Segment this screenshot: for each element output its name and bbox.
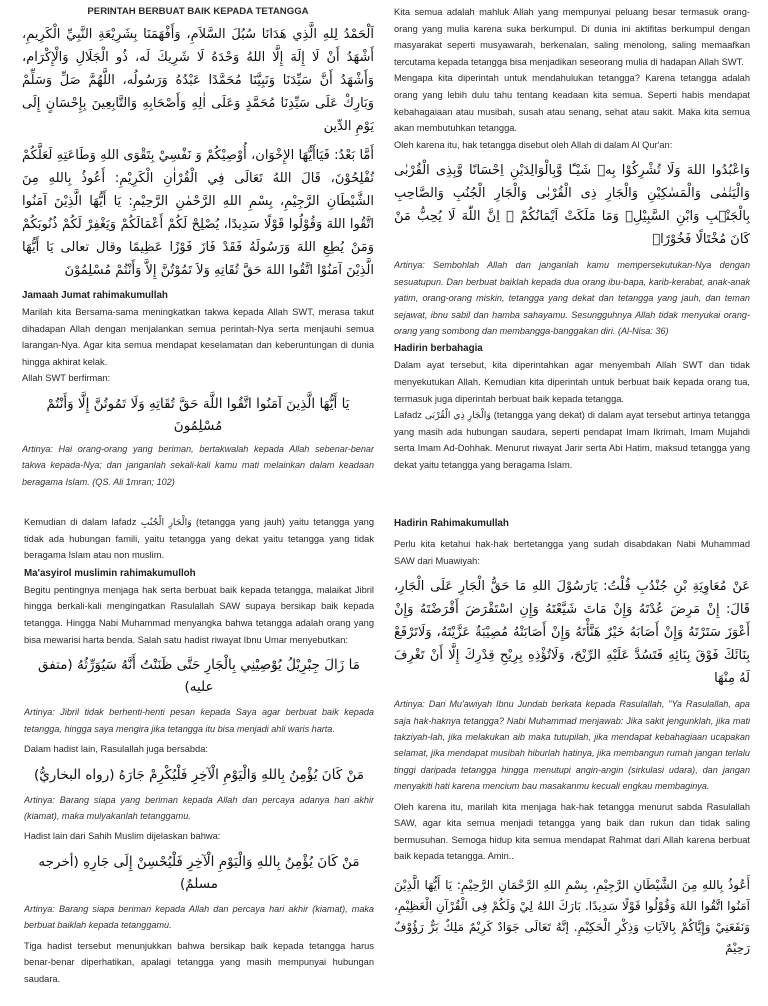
paragraph: Kita semua adalah mahluk Allah yang mempunyai peluang besar termasuk orang-orang yang mulia karena suka berkumpul. Di dunia ini aktifitas berkumpul dengan masyarakat seperti musyawarah, berkenalan, saling menolong, saling memaafkan tercutama kepada tetangga bisa menjadikan seseorang mulia di hadapan Allah SWT. xyxy=(394,7,750,67)
paragraph: Oleh karena itu, marilah kita menjaga hak-hak tetangga menurut sabda Rasulallah SAW, agar kita semua menjadi tetangga yang baik dan rukun dan tidak saling bermusuhan. Semoga hidup kita semua mendapat Rahmat dari Allah karena berbuat baik kepada tetangga. Amin.. xyxy=(394,801,750,862)
page-quadrant-bottom-left xyxy=(24,514,374,1004)
section-heading: Ma'asyirol muslimin rahimakumulloh xyxy=(24,567,196,579)
translation: Artinya: Dari Mu'awiyah Ibnu Jundab berkata kepada Rasulallah, "Ya Rasulallah, apa saja hak-haknya tetangga? Nabi Muhammad menjawab: Jika sakit jengunklah, jika mati takziyah-lah, jika melakukan aib maka tutupilah, jika mendapat kebahagiaan ucapakan selamat, jika mendapat musibah hiburlah hatinya, jika membangun rumah jangan terlalu tinggi daripada tetangga hingga menutupi angin-angin (sirkulasi udara), dan jangan menyakiti hati karena mencium bau masakanmu kecuali engkau membaginya. xyxy=(394,699,750,792)
paragraph: Mengapa kita diperintah untuk mendahulukan tetangga? Karena tetangga adalah orang yang lebih dulu tahu tentang keadaan kita semua. Seperti habis mendapat kebahagaiaan atau musibah, susah atau senang, sehat atau sakit. Maka kita semua akan membutuhkan tetangga. xyxy=(394,73,750,134)
arabic-verse: يَا أَيُّهَا الَّذِينَ آمَنُوا اتَّقُوا اللَّهَ حَقَّ تُقَاتِهِ وَلَا تَمُوتُنَّ إِلَّا وَأَنْتُمْ مُسْلِمُونَ xyxy=(46,395,350,434)
translation: Artinya: Hai orang-orang yang beriman, bertakwalah kepada Allah sebenar-benar takwa kepada-Nya; dan janganlah sekali-kali kamu mati melainkan dalam keadaan beragama Islam. (QS. Ali 1mran; 102) xyxy=(22,443,374,487)
page-quadrant-top-left xyxy=(22,6,374,496)
paragraph: Begitu pentingnya menjaga hak serta berbuat baik kepada tetangga, malaikat Jibril hingga berkali-kali mengingatkan Rasulallah SAW supaya bersikap baik kepada tetangga. Hingga Nabi Muhammad menyangka bahwa tetangga adalah orang yang bisa mewarisi harta benda. Salah satu hadist riwayat Ibnu Umar menyebutkan: xyxy=(24,584,374,645)
arabic-closing-prayer: أَعُوذُ بِاللهِ مِنَ الشَّيْطَانِ الرَّجِيْمِ، بِسْمِ اللهِ الرَّحْمَانِ الرَّحِيْمِ: يَا أَيُّهَا الَّذِيْنَ آمَنُوا اتَّقُوا اللهَ وَقُوْلُوا قَوْلًا سَدِيدًا. بَارَكَ اللهُ لِيْ وَلَكُمْ فِى الْقُرْآنِ الْعَظِيْمِ، وَنَفَعَنِيْ وَإِيَّاكُمْ بِالآيَاتِ وَذِكْرِ الْحَكِيْمِ. إنَّهُ تَعَالَى جَوَادٌ كَرِيْمٌ مَلِكٌ بَرٌّ رَؤُوْفٌ رَحِيْمٌ xyxy=(394,878,750,955)
paragraph: Dalam ayat tersebut, kita diperintahkan agar menyembah Allah SWT dan tidak menyekutukan Allah. Kemudian kita diperintah untuk berbuat baik kepada orang tua, termasuk juga diperintah berbuat baik kepada tetangga. xyxy=(394,360,750,404)
paragraph: Perlu kita ketahui hak-hak bertetangga yang sudah disabdakan Nabi Muhammad SAW dari Muawiyah: xyxy=(394,539,750,566)
arabic-hadith: مَنْ كَانَ يُؤْمِنُ بِاللهِ وَالْيَوْمِ الْآخِرِ فَلْيُكْرِمْ جَارَهُ (رواه البخاريُّ) xyxy=(33,766,365,783)
arabic-hadith-muawiyah: عَنْ مُعَاوِيَةِ بْنِ جُنْدُبِ قُلْتُ: يَارَسُوْلَ اللهِ مَا حَقُّ الْجَارِ عَلَى الْجَارِ، قَالَ: إِنْ مَرِضَ عُدْتَهُ وَإِنْ مَاتَ شَيَّعْتَهُ وَإِنِ اسْتَقْرَضَ أَقْرَضْتَهُ وَإِنْ أَعْوَزَ سَتَرْتَهُ وَإِنْ أَصَابَهُ خَيْرٌ هَنَّأْتَهُ وَإِنْ أَصَابَتْهُ مُصِيْبَةٌ عَزَّيْتَهُ، وَلَاتَرْفَعْ بِنَائَكَ فَوْقَ بِنَائِهِ فَتَسُدَّ عَلَيْهِ الرِّيْحَ، وَلَاتُؤْذِهِ بِرِيْحِ قِدْرِكَ إِلَّا أَنْ تَغْرِفَ لَهُ مِنْهَا xyxy=(394,579,750,687)
paragraph: Tiga hadist tersebut menunjukkan bahwa bersikap baik kepada tetangga harus benar-benar diperhatikan, apalagi tetangga yang masih mempunyai hubungan saudara. xyxy=(24,940,374,984)
arabic-verse-an-nisa: وَاعْبُدُوا اللهَ وَلَا تُشْرِكُوْا بِهٖ شَيْـًٔا وَّبِالْوَالِدَيْنِ اِحْسَانًا وَّبِذِى الْقُرْبٰى وَالْيَتٰمٰى وَالْمَسٰكِيْنِ وَالْجَارِ ذِى الْقُرْبٰى وَالْجَارِ الْجُنُبِ وَالصَّاحِبِ بِالْجَنْۢبِ وَابْنِ السَّبِيْلِۙ وَمَا مَلَكَتْ اَيْمَانُكُمْ ۗ اِنَّ اللّٰهَ لَا يُحِبُّ مَنْ كَانَ مُخْتَالًا فَخُوْرًاۙ xyxy=(394,163,750,248)
paragraph: Kemudian di dalam lafadz وَالْجَارِ الْجُنُبِ (tetangga yang jauh) yaitu tetangga yang tidak ada hubungan famili, yaitu tetangga yang dekat yaitu tetangga yang tidak beragama Islam atau non muslim. xyxy=(24,517,374,561)
paragraph: Dalam hadist lain, Rasulallah juga bersabda: xyxy=(24,743,208,754)
paragraph: Oleh karena itu, hak tetangga disebut oleh Allah di dalam Al Qur'an: xyxy=(394,139,673,150)
translation: Artinya: Sembohlah Allah dan janganlah kamu mempersekutukan-Nya dengan sesuatupun. Dan berbuat baiklah kepada dua orang ibu-bapa, karib-kerabat, anak-anak yatim, orang-orang miskin, tetangga yang dekat dan tetangga yang jauh, dan teman sejawat, ibnu sabil dan hamba sahayamu. Sesungguhnya Allah tidak menyukai orang-orang yang sombong dan membangga-banggakan diri. (Al-Nisa: 36) xyxy=(394,260,750,336)
section-heading: Jamaah Jumat rahimakumullah xyxy=(22,290,168,301)
page-quadrant-top-right xyxy=(394,4,750,498)
arabic-hadith: مَنْ كَانَ يُؤْمِنُ بِاللهِ وَالْيَوْمِ الْآخِرِ فَلْيُحْسِنْ إِلَى جَارِهِ (أخرجه مسلمٌ) xyxy=(38,853,360,892)
page-quadrant-bottom-right xyxy=(394,514,750,1004)
paragraph: Lafadz وَالْجَارِ ذِي الْقُرْبَى (tetangga yang dekat) di dalam ayat tersebut artinya tetangga yang masih ada hubungan saudara, seperti pendapat Imam Ikrimah, Imam Mujahdi serta Imam Ad-Dohhak. Menurut riwayat Jarir serta Abi Hatim, maksud tetangga yang dekat yaitu tetangga yang beragama Islam. xyxy=(394,410,750,470)
paragraph: Marilah kita Bersama-sama meningkatkan takwa kepada Allah SWT, merasa takut dihadapan Allah dengan menjalankan semua perintah-Nya serta menjauhi semua larangan-Nya. Agar kita semua mendapat keselamatan dan keberuntungan di dunia hingga akhirat kelak. xyxy=(22,307,374,367)
section-heading: Hadirin Rahimakumullah xyxy=(394,518,509,529)
translation: Artinya: Jibril tidak berhenti-henti pesan kepada Saya agar berbuat baik kepada tetangga, hingga saya mengira jika tetangga itu bisa menjadi ahli waris harta. xyxy=(24,707,374,734)
arabic-opening-prayer: اَلْحَمْدُ لِلهِ الَّذِي هَدَانَا سُبُلَ السَّلاَمِ، وَأَفْهَمَنَا بِشَرِيْعَةِ النَّبِيِّ الْكَرِيمِ، أَشْهَدُ أَنْ لَا إِلَهَ إِلَّا اللهُ وَحْدَهُ لَا شَرِيكَ لَه، ذُو الْجَلَالِ وَالْإِكْرَام، وَأَشْهَدُ أَنَّ سَيِّدَنَا وَنَبِيَّنَا مُحَمَّدًا عَبْدُهُ وَرَسُولُه، اللَّهُمَّ صَلِّ وَسَلِّمْ وَبَارِكْ عَلَى سَيِّدِنَا مُحَمَّدٍ وَعَلَى اٰلِهِ وَأَصْحَابِهِ وَالتَّابِعِينَ بِإِحْسَانٍ إِلَى يَوْمِ الدِّين xyxy=(22,27,374,134)
arabic-amma-badu: أَمَّا بَعْدُ: فَيَاأَيُّهَا الإِخْوَان، أُوْصِيْكُمْ وَ نَفْسِيْ بِتَقْوَى اللهِ وَطَاعَتِهِ لَعَلَّكُمْ تُفْلِحُوْنَ، قَالَ اللهُ تَعَالَى فِي الْقُرْاٰنِ الْكَرِيْمِ: أَعُوذُ بِاللهِ مِنَ الشَّيْطَانِ الرَّجِيْمِ، بِسْمِ اللهِ الرَّحْمٰنِ الرَّحِيْمِ: يَا أَيُّهَا الَّذِيْنَ آمَنُوا اتَّقُوا اللهَ وَقُوْلُوا قَوْلًا سَدِيدًا، يُصْلِحْ لَكُمْ أَعْمَالَكُمْ وَيَغْفِرْ لَكُمْ ذُنُوبَكُمْ وَمَنْ يُطِعِ اللهَ وَرَسُولَهُ فَقَدْ فَازَ فَوْزًا عَظِيمًا وقال تعالى يَا أَيُّهَا الَّذِيْنَ آمَنُوْا اتَّقُوا اللهَ حَقَّ تُقَاتِهِ وَلاَ تَمُوْتُنَّ إِلاَّ وَأَنْتُمْ مُسْلِمُوْنَ xyxy=(22,148,374,278)
translation: Artinya: Barang siapa yang beriman kepada Allah dan percaya adanya hari akhir (kiamat), maka mulyakanlah tetanggamu. xyxy=(24,794,374,821)
document-title: PERINTAH BERBUAT BAIK KEPADA TETANGGA xyxy=(87,6,309,17)
paragraph: Hadist lain dari Sahih Muslim dijelaskan bahwa: xyxy=(24,831,221,842)
section-heading: Hadirin berbahagia xyxy=(394,343,483,355)
translation: Artinya: Barang siapa beriman kepada Allah dan percaya hari akhir (kiamat), maka berbuat baiklah kepada tetanggamu. xyxy=(24,903,374,931)
paragraph: Allah SWT berfirman: xyxy=(22,373,111,384)
arabic-hadith: مَا زَالَ جِبْرِيْلُ يُوْصِيْنِي بِالْجَارِ حَتَّى ظَنَنْتُ أَنَّهُ سَيُوَرِّثُهُ (متفق عليه) xyxy=(38,657,360,696)
